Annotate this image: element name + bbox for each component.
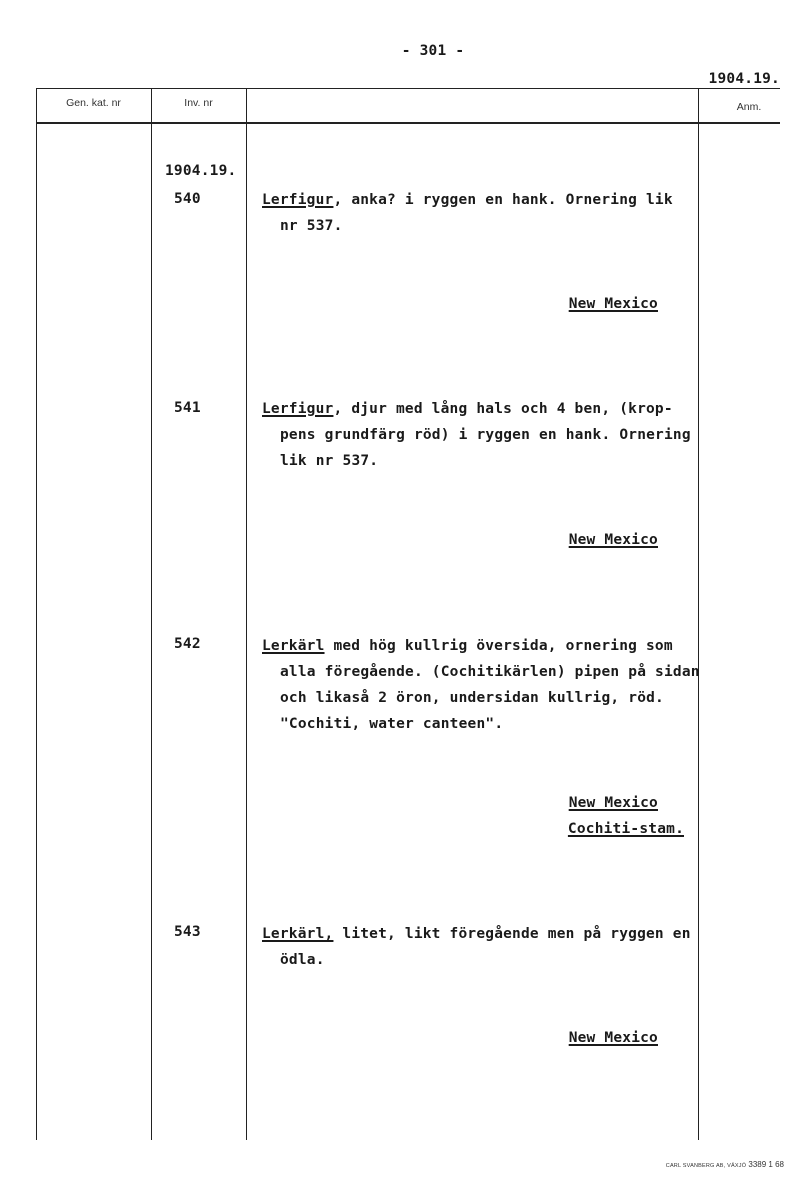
top-rule	[36, 88, 780, 89]
page-number: - 301 -	[401, 43, 465, 59]
entry-description-line: Lerkärl, litet, likt föregående men på ryggen en	[262, 926, 691, 942]
object-term: Lerfigur	[262, 192, 334, 208]
entry-description-line: nr 537.	[280, 218, 343, 234]
column-header-gen-kat-nr: Gen. kat. nr	[66, 97, 121, 109]
object-term: Lerfigur	[262, 401, 334, 417]
object-term: Lerkärl	[262, 638, 325, 654]
entry-description-line: ödla.	[280, 952, 325, 968]
left-margin-line	[36, 88, 37, 1140]
entry-description-line: Lerfigur, djur med lång hals och 4 ben, (krop-	[262, 401, 673, 417]
entry-location: New Mexico	[568, 296, 658, 312]
entry-description-line: pens grundfärg röd) i ryggen en hank. Ornering	[280, 427, 691, 443]
entry-tribe: Cochiti-stam.	[567, 821, 684, 837]
column-divider-2	[246, 88, 247, 1140]
entry-location: New Mexico	[568, 532, 658, 548]
entry-number: 542	[174, 636, 201, 652]
column-header-anm: Anm.	[736, 101, 762, 113]
object-term: Lerkärl,	[262, 926, 334, 942]
entry-location: New Mexico	[568, 1030, 658, 1046]
entry-number: 541	[174, 400, 201, 416]
entry-number: 540	[174, 191, 201, 207]
entry-description-line: och likaså 2 öron, undersidan kullrig, röd.	[280, 690, 664, 706]
section-date: 1904.19.	[165, 163, 237, 179]
entry-number: 543	[174, 924, 201, 940]
entry-description-line: Lerkärl med hög kullrig översida, ornering som	[262, 638, 673, 654]
entry-description-line: alla föregående. (Cochitikärlen) pipen på sidan	[280, 664, 700, 680]
header-date: 1904.19.	[708, 71, 780, 87]
printer-mark: CARL SVANBERG AB, VÄXJÖ 3389 1 68	[665, 1160, 784, 1169]
entry-description-line: Lerfigur, anka? i ryggen en hank. Ornering lik	[262, 192, 673, 208]
column-divider-1	[151, 88, 152, 1140]
header-rule	[36, 122, 780, 124]
column-header-inv-nr: Inv. nr	[184, 97, 213, 109]
entry-location: New Mexico	[568, 795, 658, 811]
entry-description-line: lik nr 537.	[280, 453, 379, 469]
column-divider-3	[698, 88, 699, 1140]
entry-description-line: "Cochiti, water canteen".	[280, 716, 504, 732]
